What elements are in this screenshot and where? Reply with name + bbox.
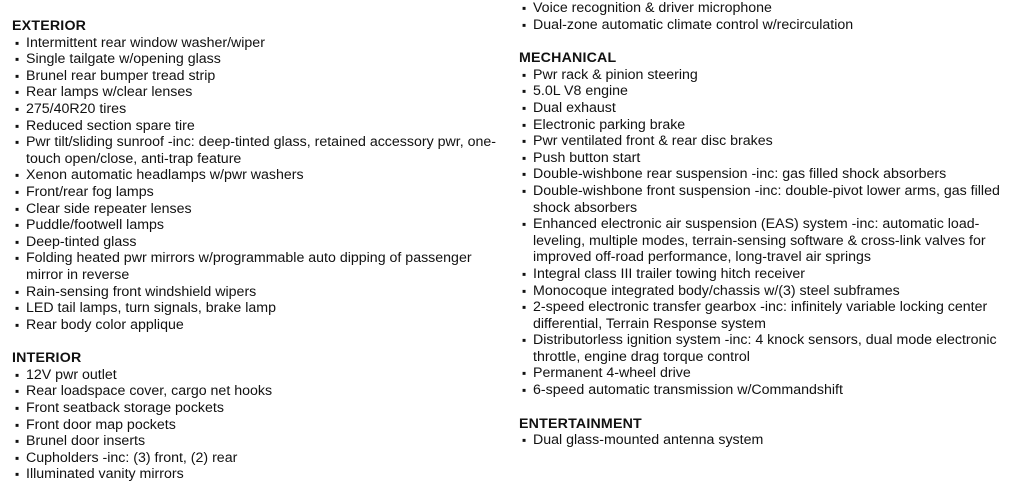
list-item-text: Cupholders -inc: (3) front, (2) rear	[26, 449, 238, 466]
bullet-icon: ▪	[15, 184, 20, 199]
feature-list-continued	[519, 0, 1019, 33]
list-item	[12, 417, 507, 434]
bullet-icon: ▪	[522, 1, 527, 15]
list-item	[519, 83, 1019, 100]
list-item-text: LED tail lamps, turn signals, brake lamp	[26, 300, 276, 317]
bullet-icon: ▪	[522, 217, 527, 232]
list-item	[12, 433, 507, 450]
list-item	[12, 84, 507, 101]
list-item-text: Brunel rear bumper tread strip	[26, 67, 216, 84]
bullet-icon: ▪	[522, 366, 527, 381]
list-item	[12, 167, 507, 184]
list-item	[519, 166, 1019, 183]
list-item	[12, 383, 507, 400]
list-item	[519, 216, 1019, 266]
bullet-icon: ▪	[522, 300, 527, 315]
list-item	[12, 250, 507, 283]
list-item-text: Rear loadspace cover, cargo net hooks	[26, 383, 273, 400]
feature-list	[519, 67, 1019, 399]
list-item	[12, 300, 507, 317]
bullet-icon: ▪	[522, 150, 527, 165]
section-mechanical	[519, 50, 1019, 398]
list-item-text: Front seatback storage pockets	[26, 400, 224, 417]
bullet-icon: ▪	[522, 17, 527, 32]
feature-list	[12, 367, 507, 483]
bullet-icon: ▪	[522, 383, 527, 398]
list-item-text: Enhanced electronic air suspension (EAS) system -inc: automatic load-leveling, multiple modes, terrain-sensing software & cross-link valves for improved off-road performance, long-travel air springs	[533, 216, 986, 266]
bullet-icon: ▪	[15, 135, 20, 150]
list-item-text: Reduced section spare tire	[26, 117, 195, 134]
feature-list	[12, 35, 507, 334]
bullet-icon: ▪	[522, 100, 527, 115]
bullet-icon: ▪	[15, 118, 20, 133]
list-item	[12, 184, 507, 201]
bullet-icon: ▪	[15, 251, 20, 266]
bullet-icon: ▪	[522, 333, 527, 348]
section-heading: EXTERIOR	[12, 18, 87, 34]
list-item-text: Pwr rack & pinion steering	[533, 66, 698, 83]
section-heading: ENTERTAINMENT	[519, 415, 642, 432]
bullet-icon: ▪	[522, 433, 527, 448]
bullet-icon: ▪	[522, 117, 527, 132]
section-exterior	[12, 18, 507, 333]
list-item-text: 275/40R20 tires	[26, 100, 127, 117]
list-item	[519, 0, 1019, 17]
list-item	[12, 400, 507, 417]
list-item	[519, 67, 1019, 84]
list-item-text: Voice recognition & driver microphone	[533, 0, 772, 16]
list-item-text: Rain-sensing front windshield wipers	[26, 283, 257, 300]
bullet-icon: ▪	[15, 401, 20, 416]
feature-list	[519, 432, 1019, 449]
bullet-icon: ▪	[15, 367, 20, 382]
left-column	[12, 18, 507, 483]
list-item-text: Illuminated vanity mirrors	[26, 466, 184, 483]
section-heading: MECHANICAL	[519, 50, 617, 67]
bullet-icon: ▪	[522, 266, 527, 281]
bullet-icon: ▪	[522, 84, 527, 99]
list-item-text: Rear lamps w/clear lenses	[26, 84, 193, 101]
list-item-text: Double-wishbone front suspension -inc: double-pivot lower arms, gas filled shock absorbers	[533, 182, 1000, 216]
list-item	[519, 150, 1019, 167]
bullet-icon: ▪	[15, 168, 20, 183]
list-item	[12, 35, 507, 52]
list-item	[519, 283, 1019, 300]
list-item-text: Rear body color applique	[26, 316, 184, 333]
bullet-icon: ▪	[15, 434, 20, 449]
list-item	[12, 101, 507, 118]
bullet-icon: ▪	[15, 384, 20, 399]
bullet-icon: ▪	[15, 317, 20, 332]
list-item	[12, 284, 507, 301]
bullet-icon: ▪	[15, 234, 20, 249]
section-entertainment	[519, 416, 1019, 449]
bullet-icon: ▪	[522, 183, 527, 198]
list-item	[12, 317, 507, 334]
bullet-icon: ▪	[15, 101, 20, 116]
bullet-icon: ▪	[15, 201, 20, 216]
list-item	[519, 100, 1019, 117]
bullet-icon: ▪	[15, 467, 20, 482]
list-item	[519, 382, 1019, 399]
list-item-text: Folding heated pwr mirrors w/programmable auto dipping of passenger mirror in reverse	[26, 250, 472, 283]
list-item-text: Dual glass-mounted antenna system	[533, 432, 764, 449]
list-item-text: Xenon automatic headlamps w/pwr washers	[26, 167, 304, 184]
list-item-text: Distributorless ignition system -inc: 4 knock sensors, dual mode electronic throttle, engine drag torque control	[533, 332, 997, 365]
list-item-text: Dual-zone automatic climate control w/recirculation	[533, 16, 854, 33]
bullet-icon: ▪	[15, 450, 20, 465]
list-item	[519, 299, 1019, 332]
bullet-icon: ▪	[522, 134, 527, 149]
list-item	[12, 201, 507, 218]
bullet-icon: ▪	[15, 35, 20, 50]
list-item-text: Intermittent rear window washer/wiper	[26, 34, 265, 51]
list-item-text: Front door map pockets	[26, 416, 176, 433]
list-item	[519, 332, 1019, 365]
list-item	[12, 234, 507, 251]
section-heading: INTERIOR	[12, 350, 82, 367]
list-item	[519, 117, 1019, 134]
list-item-text: 12V pwr outlet	[26, 366, 117, 383]
bullet-icon: ▪	[15, 68, 20, 83]
list-item	[12, 68, 507, 85]
list-item-text: Pwr ventilated front & rear disc brakes	[533, 133, 773, 150]
bullet-icon: ▪	[522, 67, 527, 82]
list-item	[12, 118, 507, 135]
list-item-text: Brunel door inserts	[26, 433, 146, 450]
bullet-icon: ▪	[15, 301, 20, 316]
list-item	[519, 432, 1019, 449]
list-item-text: Single tailgate w/opening glass	[26, 51, 221, 68]
list-item	[12, 51, 507, 68]
list-item-text: Integral class III trailer towing hitch receiver	[533, 265, 806, 282]
list-item	[12, 466, 507, 483]
bullet-icon: ▪	[15, 52, 20, 67]
list-item-text: Permanent 4-wheel drive	[533, 365, 691, 382]
list-item	[519, 365, 1019, 382]
list-item	[12, 217, 507, 234]
list-item	[12, 134, 507, 167]
list-item-text: Deep-tinted glass	[26, 233, 137, 250]
bullet-icon: ▪	[15, 284, 20, 299]
list-item-text: 6-speed automatic transmission w/Commandshift	[533, 382, 843, 399]
list-item	[519, 266, 1019, 283]
bullet-icon: ▪	[15, 85, 20, 100]
list-item-text: Clear side repeater lenses	[26, 200, 192, 217]
list-item-text: Electronic parking brake	[533, 116, 686, 133]
list-item-text: 2-speed electronic transfer gearbox -inc: infinitely variable locking center differential, Terrain Response system	[533, 299, 988, 332]
list-item-text: Monocoque integrated body/chassis w/(3) steel subframes	[533, 282, 900, 299]
list-item	[519, 17, 1019, 34]
section-interior	[12, 350, 507, 483]
list-item-text: Puddle/footwell lamps	[26, 217, 165, 234]
list-item-text: Pwr tilt/sliding sunroof -inc: deep-tinted glass, retained accessory pwr, one-touch open/close, anti-trap feature	[26, 134, 496, 167]
right-column	[519, 0, 1019, 449]
bullet-icon: ▪	[522, 283, 527, 298]
bullet-icon: ▪	[15, 218, 20, 233]
bullet-icon: ▪	[522, 167, 527, 182]
list-item-text: 5.0L V8 engine	[533, 83, 628, 100]
list-item	[519, 133, 1019, 150]
list-item-text: Double-wishbone rear suspension -inc: gas filled shock absorbers	[533, 166, 947, 183]
list-item	[12, 367, 507, 384]
list-item-text: Push button start	[533, 149, 641, 166]
list-item	[12, 450, 507, 467]
list-item	[519, 183, 1019, 216]
bullet-icon: ▪	[15, 417, 20, 432]
list-item-text: Front/rear fog lamps	[26, 183, 154, 200]
list-item-text: Dual exhaust	[533, 99, 616, 116]
